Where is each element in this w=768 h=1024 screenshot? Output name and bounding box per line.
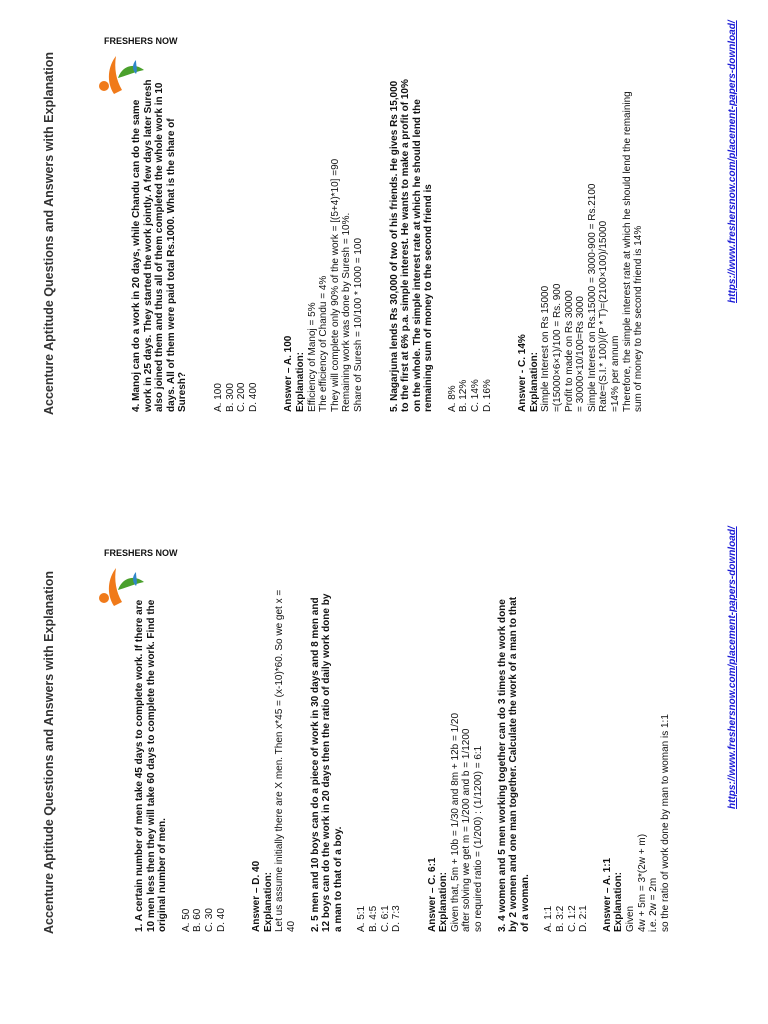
- q5-explanation-line: Simple Interest on Rs 15000: [540, 285, 552, 412]
- q3-explanation-line: so the ratio of work done by man to woman is 1:1: [659, 714, 671, 932]
- q5-explanation-line: Therefore, the simple interest rate at which he should lend the remaining sum of money to the second friend is 14%: [621, 91, 645, 412]
- q1-option-b: B. 60: [192, 908, 204, 932]
- q5-option-d: D. 16%: [481, 379, 493, 412]
- q2-answer: Answer – C. 6:1: [426, 857, 438, 932]
- q4-option-d: D. 400: [247, 382, 259, 412]
- q3-answer: Answer – A. 1:1: [601, 857, 613, 932]
- q3-option-c: C. 1:2: [566, 905, 578, 932]
- question-4: 4. Manoj can do a work in 20 days, while Chandu can do the same work in 25 days. They started the work jointly. A few days later Suresh also joined them and thus all of them completed the whole work in 10 days. All of them were paid total Rs.1000. What is the share of Suresh?: [131, 79, 189, 412]
- q4-explanation-line: Remaining work was done by Suresh = 10%.: [341, 212, 353, 412]
- q2-explanation-line: so required ratio = (1/200) : (1/1200) = 6:1: [473, 745, 485, 932]
- q4-option-b: B. 300: [224, 383, 236, 412]
- q2-option-b: B. 4:5: [367, 905, 379, 932]
- q1-option-d: D. 40: [215, 908, 227, 932]
- q1-explanation-line: Let us assume initially there are X men. Then x*45 = (x-10)*60. So we get x = 40: [274, 589, 297, 932]
- q5-explanation-line: Simple Interest on Rs.15000 = 3000-900 = Rs.2100: [586, 183, 598, 412]
- page-heading: Accenture Aptitude Questions and Answers with Explanation: [42, 51, 56, 415]
- q2-option-d: D. 7:3: [391, 905, 403, 932]
- q4-option-c: C. 200: [236, 382, 248, 412]
- q3-explanation-line: i.e. 2w = 2m: [648, 877, 660, 932]
- q4-explanation-label: Explanation:: [294, 351, 306, 412]
- q2-explanation-line: Given that, 5m + 10b = 1/30 and 8m + 12b = 1/20: [449, 712, 461, 932]
- q1-answer: Answer – D. 40: [251, 860, 263, 932]
- q3-explanation-line: 4w + 5m = 3*(2w + m): [636, 833, 648, 932]
- q2-option-c: C. 6:1: [379, 905, 391, 932]
- q5-option-a: A. 8%: [446, 385, 458, 412]
- q3-explanation-label: Explanation:: [613, 871, 625, 932]
- question-2: 2. 5 men and 10 boys can do a piece of work in 30 days and 8 men and 12 boys can do the work in 20 days then the ratio of daily work done by a man to that of a boy.: [309, 593, 344, 932]
- q3-option-d: D. 2:1: [578, 905, 590, 932]
- question-5: 5. Nagarjuna lends Rs 30,000 of two of his friends. He gives Rs 15,000 to the first at 6% p.a. simple interest. He wants to make a profit of 10% on the whole. The simple interest rate at which he should lend the remaining sum of money to the second friend is: [388, 79, 435, 412]
- q3-option-a: A. 1:1: [543, 905, 555, 932]
- q5-explanation-line: = 30000×10/100=Rs 3000: [575, 296, 587, 412]
- question-1: 1. A certain number of men take 45 days to complete work. If there are 10 men less then they will take 60 days to complete the work. Find the original number of men.: [134, 599, 169, 932]
- page-content: [134, 587, 671, 932]
- q5-explanation-line: =(15000×6×1)/100 = Rs. 900: [552, 283, 564, 412]
- q4-explanation-line: They will complete only 90% of the work = [(5+4)*10] =90: [329, 158, 341, 412]
- q5-explanation-line: Rate=(S.I.* 100)/(P * T)=(2100×100)/15000: [598, 220, 610, 412]
- q2-explanation-line: after solving we get m = 1/200 and b = 1/1200: [461, 728, 473, 932]
- q5-explanation-line: =14% per annum: [610, 335, 621, 412]
- page-heading: Accenture Aptitude Questions and Answers with Explanation: [42, 570, 56, 934]
- page-content: [131, 77, 645, 412]
- q4-option-a: A. 100: [212, 383, 224, 412]
- q5-explanation-line: Profit to made on Rs 30000: [563, 290, 575, 412]
- q3-option-b: B. 3:2: [555, 905, 567, 932]
- left-page: [0, 512, 768, 1024]
- q2-option-a: A. 5:1: [356, 905, 368, 932]
- q4-explanation-line: Efficiency of Manoj = 5%: [306, 302, 318, 412]
- q5-option-c: C. 14%: [470, 379, 482, 412]
- logo-text: FRESHERS NOW: [104, 36, 178, 46]
- q5-option-b: B. 12%: [458, 379, 470, 412]
- q1-explanation-label: Explanation:: [262, 871, 274, 932]
- q1-option-a: A. 50: [180, 908, 192, 932]
- q2-explanation-label: Explanation:: [438, 871, 450, 932]
- q4-answer: Answer – A. 100: [283, 335, 295, 412]
- placement-papers-link[interactable]: https://www.freshersnow.com/placement-papers-download/: [727, 20, 738, 303]
- logo-text: FRESHERS NOW: [104, 548, 178, 558]
- q4-explanation-line: Share of Suresh = 10/100 * 1000 = 100: [352, 237, 364, 412]
- q3-explanation-line: Given: [625, 905, 636, 932]
- question-3: 3. 4 women and 5 men working together can do 3 times the work done by 2 women and one man together. Calculate the work of a man to that of a woman.: [496, 596, 531, 932]
- q5-explanation-label: Explanation:: [528, 351, 540, 412]
- q5-answer: Answer - C. 14%: [517, 334, 529, 412]
- q4-explanation-line: The efficiency of Chandu = 4%: [318, 275, 330, 412]
- q1-option-c: C. 30: [203, 908, 215, 932]
- placement-papers-link[interactable]: https://www.freshersnow.com/placement-papers-download/: [727, 526, 738, 809]
